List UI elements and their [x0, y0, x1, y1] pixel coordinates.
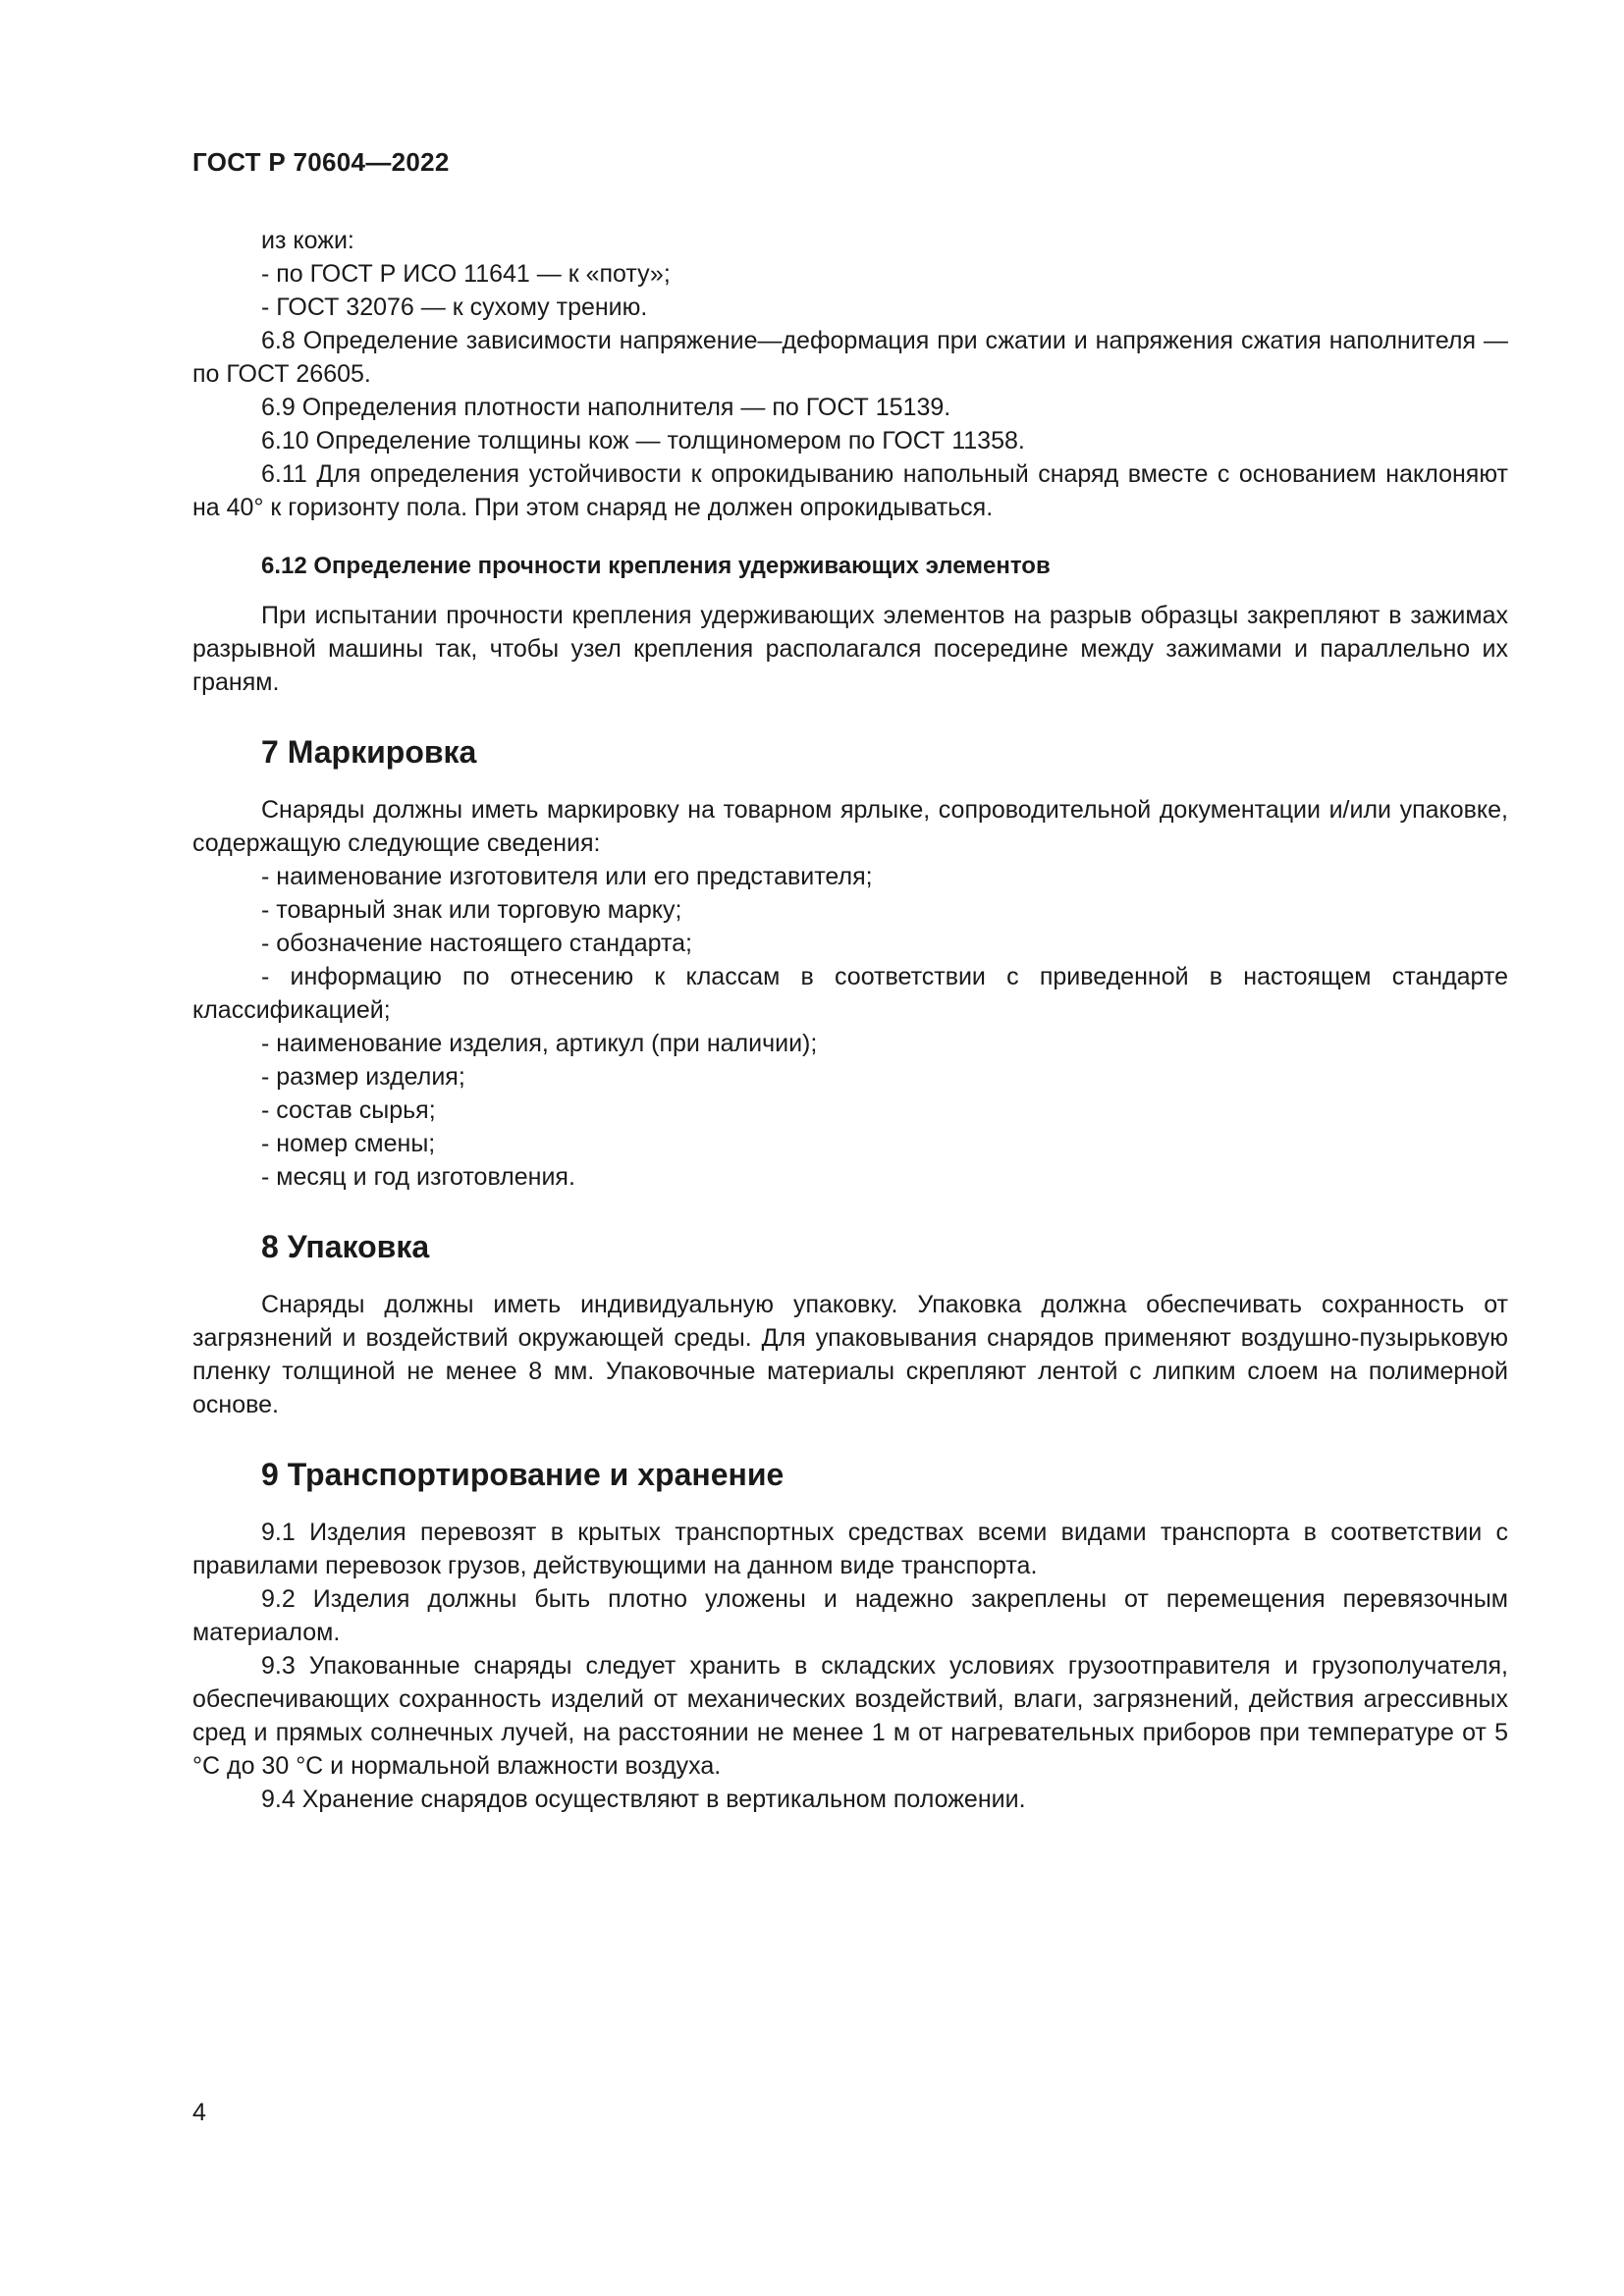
paragraph-6-12: При испытании прочности крепления удерживающих элементов на разрыв образцы закрепляют в зажимах разрывной машины так, чтобы узел крепления располагался посередине между зажимами и параллельно их граням. — [192, 602, 1508, 696]
list-item: - месяц и год изготовления. — [261, 1163, 575, 1191]
section-heading-7: 7 Маркировка — [261, 734, 477, 770]
list-item: - информацию по отнесению к классам в соответствии с приведенной в настоящем стандарте классификацией; — [192, 963, 1508, 1024]
list-item: - состав сырья; — [261, 1096, 436, 1124]
paragraph-9-2: 9.2 Изделия должны быть плотно уложены и надежно закреплены от перемещения перевязочным материалом. — [192, 1585, 1508, 1646]
section-heading-8: 8 Упаковка — [261, 1229, 430, 1264]
paragraph-6-9: 6.9 Определения плотности наполнителя — по ГОСТ 15139. — [261, 394, 951, 421]
paragraph-6-10: 6.10 Определение толщины кож — толщиномером по ГОСТ 11358. — [261, 427, 1025, 454]
document-header: ГОСТ Р 70604—2022 — [192, 147, 450, 177]
list-item: - наименование изготовителя или его представителя; — [261, 863, 873, 890]
list-item: - по ГОСТ Р ИСО 11641 — к «поту»; — [261, 260, 671, 288]
list-item: - обозначение настоящего стандарта; — [261, 930, 692, 957]
page-number: 4 — [192, 2099, 206, 2126]
section-heading-9: 9 Транспортирование и хранение — [261, 1457, 785, 1492]
paragraph-6-8: 6.8 Определение зависимости напряжение—деформация при сжатии и напряжения сжатия наполнителя — по ГОСТ 26605. — [192, 327, 1508, 388]
paragraph-9-3: 9.3 Упакованные снаряды следует хранить в складских условиях грузоотправителя и грузополучателя, обеспечивающих сохранность изделий от механических воздействий, влаги, загрязнений, действия агрессивных сред и прямых солнечных лучей, на расстоянии не менее 1 м от нагревательных приборов при температуре от 5 °С до 30 °С и нормальной влажности воздуха. — [192, 1652, 1508, 1780]
list-item: - ГОСТ 32076 — к сухому трению. — [261, 294, 648, 321]
paragraph-6-11: 6.11 Для определения устойчивости к опрокидыванию напольный снаряд вместе с основанием наклоняют на 40° к горизонту пола. При этом снаряд не должен опрокидываться. — [192, 460, 1508, 521]
list-item: - товарный знак или торговую марку; — [261, 896, 682, 924]
document-body — [192, 224, 1508, 1816]
list-item: - номер смены; — [261, 1130, 436, 1157]
paragraph-9-4: 9.4 Хранение снарядов осуществляют в вертикальном положении. — [261, 1786, 1026, 1813]
paragraph-8: Снаряды должны иметь индивидуальную упаковку. Упаковка должна обеспечивать сохранность от загрязнений и воздействий окружающей среды. Для упаковывания снарядов применяют воздушно-пузырьковую пленку толщиной не менее 8 мм. Упаковочные материалы скрепляют лентой с липким слоем на полимерной основе. — [192, 1291, 1508, 1418]
paragraph-intro: из кожи: — [261, 227, 354, 254]
paragraph-9-1: 9.1 Изделия перевозят в крытых транспортных средствах всеми видами транспорта в соответствии с правилами перевозок грузов, действующими на данном виде транспорта. — [192, 1519, 1508, 1579]
subheading-6-12: 6.12 Определение прочности крепления удерживающих элементов — [261, 553, 1051, 579]
list-item: - наименование изделия, артикул (при наличии); — [261, 1030, 818, 1057]
paragraph-7-intro: Снаряды должны иметь маркировку на товарном ярлыке, сопроводительной документации и/или упаковке, содержащую следующие сведения: — [192, 796, 1508, 857]
list-item: - размер изделия; — [261, 1063, 465, 1091]
